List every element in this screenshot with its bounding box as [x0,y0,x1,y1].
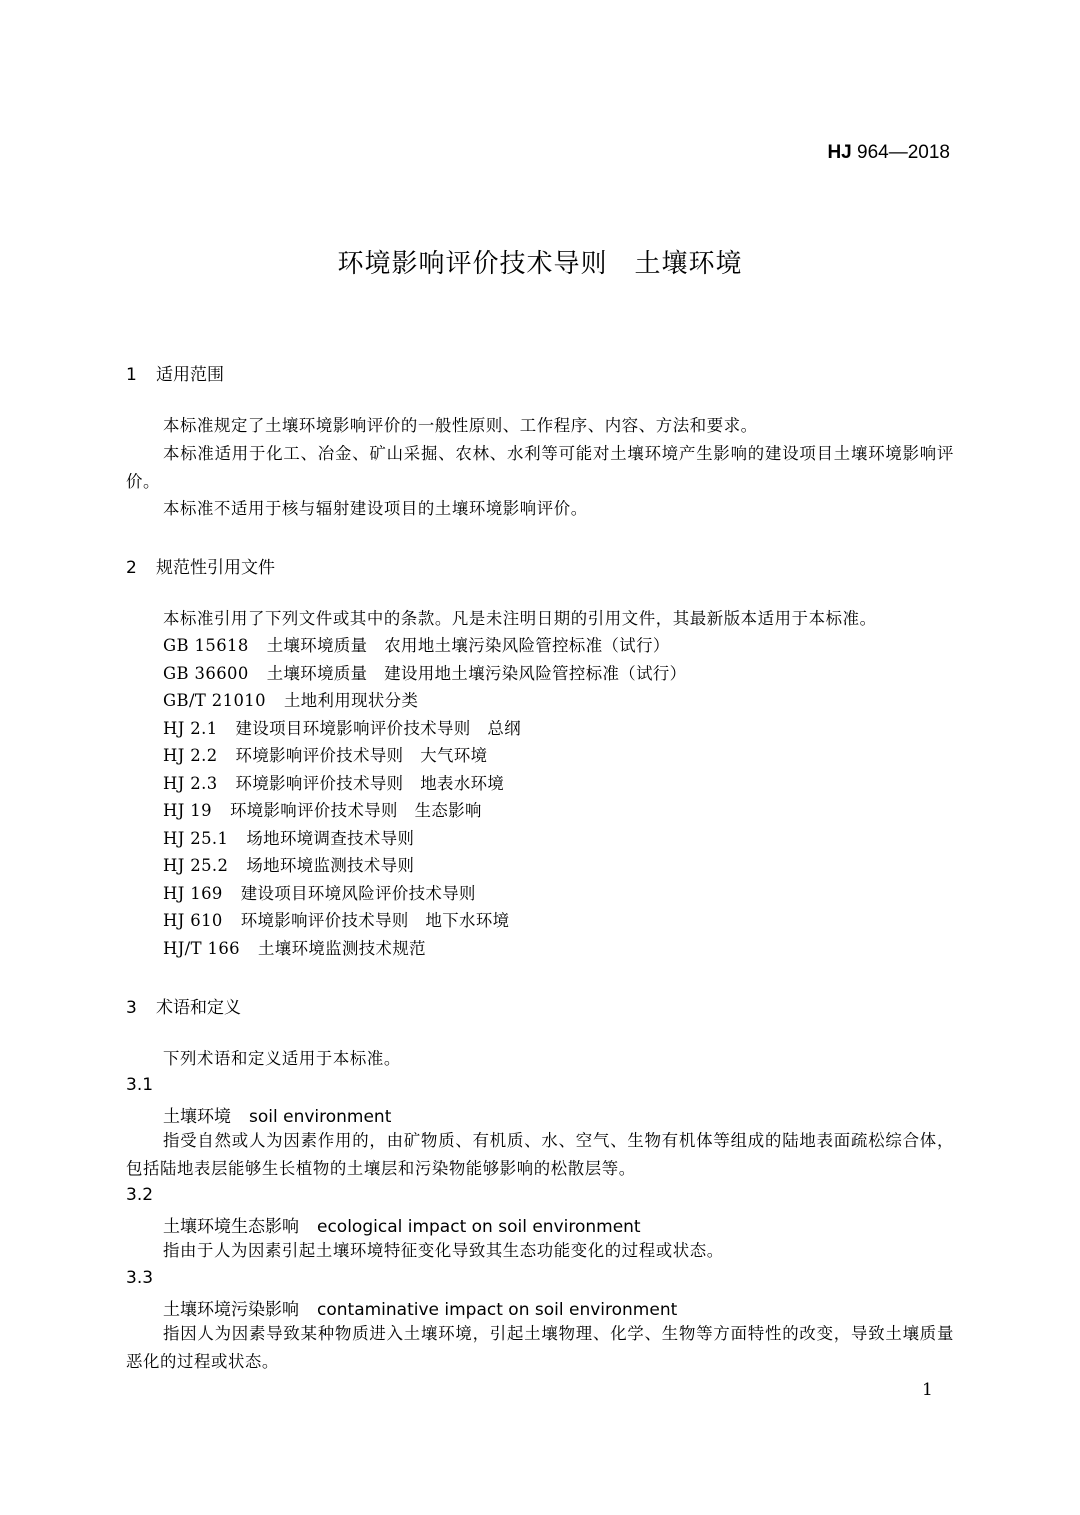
scope-paragraph-3: 本标准不适用于核与辐射建设项目的土壤环境影响评价。 [163,499,588,518]
reference-code: GB 15618 [163,636,249,655]
reference-list [163,632,686,962]
term-number: 3.2 [126,1185,154,1205]
reference-code: HJ 169 [163,883,223,903]
reference-title: 场地环境监测技术导则 [246,856,415,875]
reference-item [163,880,686,908]
reference-code: HJ 2.2 [163,746,218,765]
reference-code: GB 36600 [163,663,249,683]
reference-code: HJ 610 [163,911,223,930]
reference-title: 环境影响评价技术导则 地下水环境 [240,911,510,930]
section-title: 适用范围 [156,365,224,385]
references-intro: 本标准引用了下列文件或其中的条款。凡是未注明日期的引用文件，其最新版本适用于本标准。 [163,609,877,628]
page-number: 1 [922,1380,933,1400]
reference-item [163,935,686,963]
term-en: contaminative impact on soil environment [317,1300,678,1320]
reference-item [163,852,686,880]
reference-item [163,742,686,770]
term-zh: 土壤环境污染影响 [163,1300,299,1320]
reference-title: 土壤环境质量 建设用地土壤污染风险管控标准（试行） [266,663,687,683]
section-title: 术语和定义 [156,998,241,1018]
section-heading-scope [126,360,224,385]
term-heading [163,1212,641,1237]
reference-code: HJ 19 [163,801,212,820]
reference-title: 环境影响评价技术导则 生态影响 [229,801,482,820]
term-definition: 指因人为因素导致某种物质进入土壤环境，引起土壤物理、化学、生物等方面特性的改变，导致土壤质量恶化的过程或状态。 [126,1324,954,1371]
term-number: 3.1 [126,1075,154,1095]
section-heading-references [126,553,275,578]
reference-code: HJ 2.3 [163,773,218,793]
reference-title: 环境影响评价技术导则 大气环境 [235,746,488,765]
standard-prefix: HJ [827,142,852,163]
reference-code: GB/T 21010 [163,691,266,710]
section-heading-terms [126,993,241,1018]
reference-item [163,825,686,853]
standard-number: 964—2018 [857,142,950,163]
term-number: 3.3 [126,1268,154,1288]
reference-title: 土壤环境监测技术规范 [258,938,426,958]
term-en: soil environment [249,1107,392,1127]
term-zh: 土壤环境生态影响 [163,1217,299,1237]
reference-title: 土壤环境质量 农用地土壤污染风险管控标准（试行） [266,636,670,655]
reference-item [163,632,686,660]
scope-paragraph-1: 本标准规定了土壤环境影响评价的一般性原则、工作程序、内容、方法和要求。 [163,416,758,435]
term-heading [163,1295,677,1320]
reference-title: 建设项目环境风险评价技术导则 [240,883,476,903]
reference-code: HJ 25.2 [163,856,229,875]
reference-title: 建设项目环境影响评价技术导则 总纲 [235,718,521,738]
scope-paragraph-2: 本标准适用于化工、冶金、矿山采掘、农林、水利等可能对土壤环境产生影响的建设项目土壤环境影响评价。 [126,444,954,491]
section-number: 3 [126,998,137,1018]
term-en: ecological impact on soil environment [317,1217,641,1237]
section-title: 规范性引用文件 [156,558,275,578]
reference-item [163,907,686,935]
term-heading [163,1102,391,1127]
term-zh: 土壤环境 [163,1107,231,1127]
reference-item [163,715,686,743]
section-number: 1 [126,365,137,385]
term-definition: 指由于人为因素引起土壤环境特征变化导致其生态功能变化的过程或状态。 [163,1241,724,1260]
document-title: 环境影响评价技术导则 土壤环境 [337,249,743,279]
reference-title: 场地环境调查技术导则 [246,828,415,848]
reference-title: 土地利用现状分类 [283,691,419,710]
terms-intro: 下列术语和定义适用于本标准。 [163,1049,401,1068]
term-definition: 指受自然或人为因素作用的，由矿物质、有机质、水、空气、生物有机体等组成的陆地表面疏松综合体，包括陆地表层能够生长植物的土壤层和污染物能够影响的松散层等。 [126,1131,954,1178]
reference-code: HJ 2.1 [163,718,218,738]
reference-code: HJ/T 166 [163,938,241,958]
section-number: 2 [126,558,137,578]
reference-title: 环境影响评价技术导则 地表水环境 [235,773,505,793]
standard-code [827,142,950,164]
reference-item [163,660,686,688]
reference-item [163,797,686,825]
reference-item [163,687,686,715]
reference-code: HJ 25.1 [163,828,229,848]
reference-item [163,770,686,798]
